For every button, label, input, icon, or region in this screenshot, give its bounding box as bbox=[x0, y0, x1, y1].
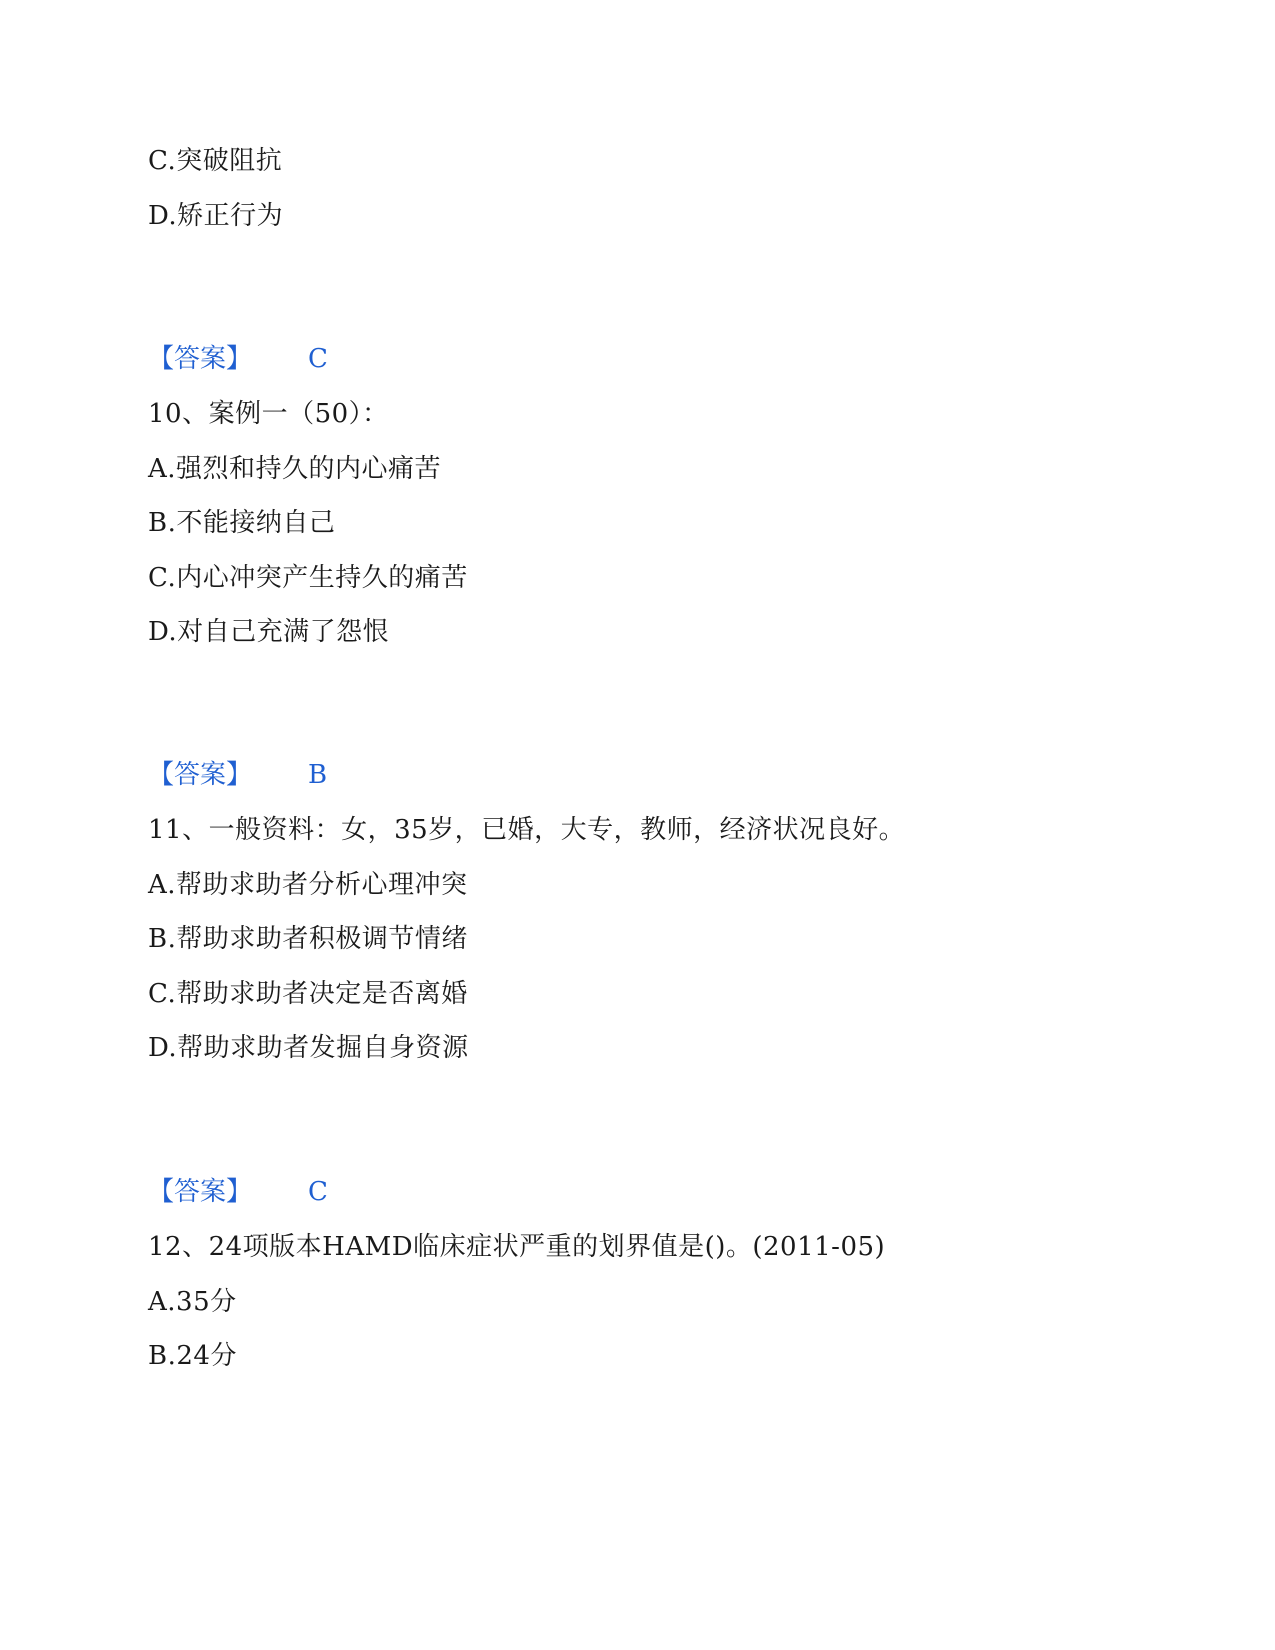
q11-option-a: A.帮助求助者分析心理冲突 bbox=[148, 870, 468, 900]
q10-option-d: D.对自己充满了怨恨 bbox=[148, 617, 390, 647]
answer-label: 【答案】 bbox=[148, 1177, 253, 1207]
q10-option-c: C.内心冲突产生持久的痛苦 bbox=[148, 563, 468, 593]
answer-value: B bbox=[308, 760, 328, 790]
answer-value: C bbox=[308, 1177, 328, 1207]
answer-value: C bbox=[308, 344, 328, 374]
q12-option-a: A.35分 bbox=[148, 1287, 237, 1317]
q9-option-d: D.矫正行为 bbox=[148, 201, 284, 231]
q10-stem: 10、案例一（50）： bbox=[148, 399, 389, 429]
q12-stem: 12、24项版本HAMD临床症状严重的划界值是()。(2011-05) bbox=[148, 1232, 886, 1262]
q9-option-c: C.突破阻抗 bbox=[148, 146, 283, 176]
q9-answer bbox=[148, 342, 328, 376]
q10-answer bbox=[148, 758, 327, 792]
answer-label: 【答案】 bbox=[148, 344, 253, 374]
q10-option-b: B.不能接纳自己 bbox=[148, 508, 336, 538]
answer-label: 【答案】 bbox=[148, 760, 253, 790]
q11-option-b: B.帮助求助者积极调节情绪 bbox=[148, 924, 468, 954]
q10-option-a: A.强烈和持久的内心痛苦 bbox=[148, 454, 442, 484]
q11-answer bbox=[148, 1175, 328, 1209]
q11-option-c: C.帮助求助者决定是否离婚 bbox=[148, 979, 468, 1009]
q12-option-b: B.24分 bbox=[148, 1341, 237, 1371]
q11-option-d: D.帮助求助者发掘自身资源 bbox=[148, 1033, 469, 1063]
q11-stem: 11、一般资料：女，35岁，已婚，大专，教师，经济状况良好。 bbox=[148, 815, 906, 845]
